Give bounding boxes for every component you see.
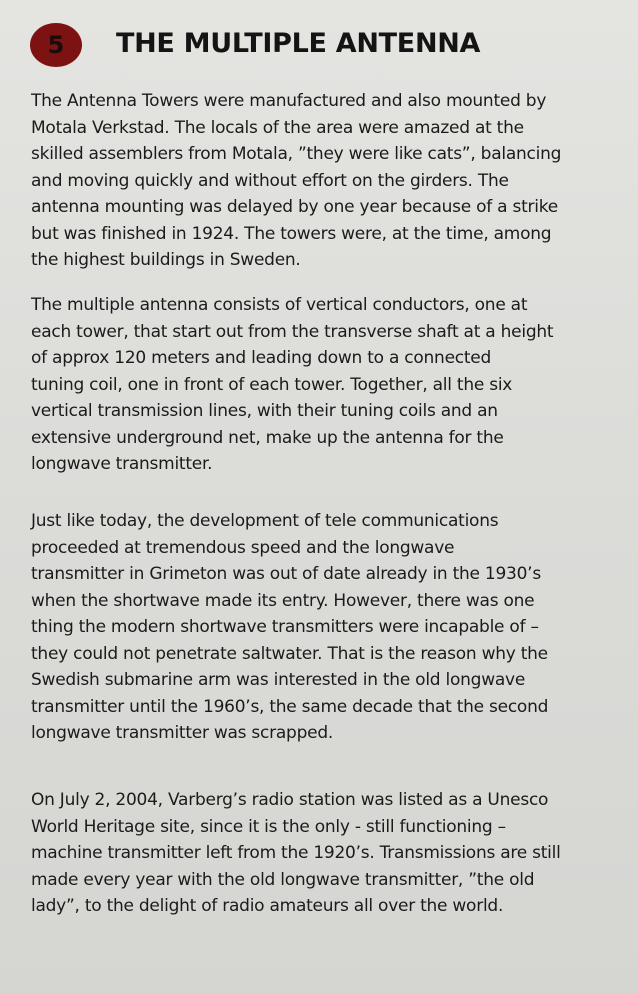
text-line: made every year with the old longwave transmitter, ”the old [31,869,535,890]
text-line: longwave transmitter was scrapped. [31,723,334,743]
text-line: and moving quickly and without effort on the girders. The [31,170,509,191]
text-line: lady”, to the delight of radio amateurs all over the world. [31,896,504,916]
text-line: Swedish submarine arm was interested in the old longwave [31,670,526,690]
text-line: antenna mounting was delayed by one year because of a strike [31,197,558,217]
text-line: extensive underground net, make up the antenna for the [31,427,504,448]
text-line: tuning coil, one in front of each tower. Together, all the six [31,374,513,395]
text-line: transmitter in Grimeton was out of date already in the 1930’s [31,564,541,584]
text-line: vertical transmission lines, with their tuning coils and an [31,401,498,421]
text-line: On July 2, 2004, Varberg’s radio station was listed as a Unesco [31,790,549,810]
text-line: World Heritage site, since it is the only - still functioning – [31,816,506,837]
text-line: Motala Verkstad. The locals of the area were amazed at the [31,117,524,138]
paragraph-unesco [31,787,561,920]
text-line: longwave transmitter. [31,454,213,474]
paragraph-towers [31,88,561,274]
text-line: they could not penetrate saltwater. That is the reason why the [31,643,548,664]
text-line: each tower, that start out from the transverse shaft at a height [31,321,554,342]
text-line: thing the modern shortwave transmitters were incapable of – [31,617,539,637]
text-line: the highest buildings in Sweden. [31,250,301,270]
text-line: transmitter until the 1960’s, the same decade that the second [31,696,549,717]
text-line: The Antenna Towers were manufactured and also mounted by [31,91,547,111]
text-line: when the shortwave made its entry. However, there was one [31,590,535,611]
text-line: machine transmitter left from the 1920’s. Transmissions are still [31,843,561,863]
sign-header [30,20,620,70]
text-line: skilled assemblers from Motala, ”they were like cats”, balancing [31,144,562,164]
text-line: proceeded at tremendous speed and the longwave [31,537,455,558]
text-line: of approx 120 meters and leading down to a connected [31,348,492,368]
text-line: Just like today, the development of tele communications [31,511,499,531]
text-line: but was finished in 1924. The towers were, at the time, among [31,223,552,244]
page-title: THE MULTIPLE ANTENNA [116,28,481,59]
text-line: The multiple antenna consists of vertical conductors, one at [31,295,528,315]
paragraph-antenna [31,292,553,478]
section-number-badge: 5 [30,23,82,67]
paragraph-history [31,508,548,747]
